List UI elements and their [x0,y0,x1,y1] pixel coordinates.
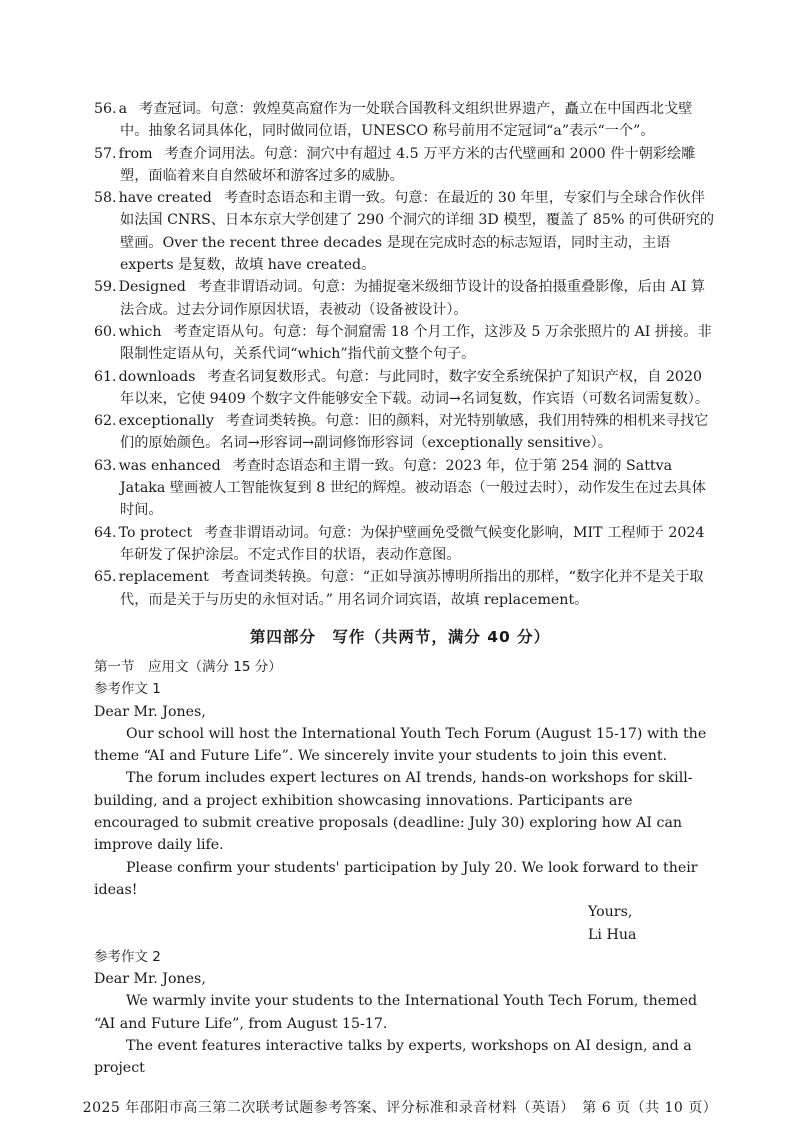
letter-greeting: Dear Mr. Jones, [94,971,206,988]
letter-paragraph: We warmly invite your students to the International Youth Tech Forum, themed “AI and Future Life”, from August 15-17. [94,993,698,1032]
answer-word: downloads [118,368,196,385]
answer-explanation: 考查名词复数形式。句意：与此同时，数字安全系统保护了知识产权，自 2020 年以来，它使 9409 个数字文件能够安全下载。动词→名词复数，作宾语（可数名词需复数）。 [120,368,710,407]
letter-paragraph: The event features interactive talks by experts, workshops on AI design, and a project [94,1038,692,1077]
essay-label: 参考作文 1 [94,681,161,698]
answer-item [94,410,716,455]
answer-number: 62. [94,413,117,430]
answer-word: exceptionally [118,413,214,430]
answer-number: 65. [94,569,117,586]
letter-signature: Li Hua [588,926,637,943]
answer-explanation: 考查非谓语动词。句意：为捕捉毫米级细节设计的设备拍摄重叠影像，后由 AI 算法合成。过去分词作原因状语，表被动（设备被设计）。 [120,279,706,318]
answer-number: 56. [94,101,117,117]
page-footer: 2025 年邵阳市高三第二次联考试题参考答案、评分标准和录音材料（英语） 第 6 页（共 10 页） [82,1100,718,1116]
answer-item [94,566,716,611]
answer-explanation: 考查词类转换。句意：“正如导演苏博明所指出的那样，“数字化并不是关于取代，而是关于与历史的永恒对话。” 用名词介词宾语，故填 replacement。 [120,569,704,608]
answer-word: was enhanced [118,457,221,474]
answer-explanation: 考查时态语态和主谓一致。句意：2023 年，位于第 254 洞的 Sattva Jataka 壁画被人工智能恢复到 8 世纪的辉煌。被动语态（一般过去时），动作发生在过去具体时间。 [120,457,706,519]
answer-item [94,98,716,143]
answer-word: Designed [118,279,186,296]
answer-explanation: 考查介词用法。句意：洞穴中有超过 4.5 万平方米的古代壁画和 2000 件十朝彩绘雕塑，面临着来自自然破坏和游客过多的威胁。 [120,145,696,184]
answer-number: 59. [94,279,117,296]
answer-number: 64. [94,524,117,541]
answer-word: which [118,323,162,340]
answer-word: have created [118,190,212,207]
letter-paragraph: The forum includes expert lectures on AI trends, hands-on workshops for skill-building, and a project exhibition showcasing innovations. Participants are encouraged to submit creative proposals (deadline: July 30) exploring how AI can improve daily life. [94,770,693,854]
letter-closing: Yours, [588,904,633,921]
answer-number: 63. [94,457,117,474]
answer-number: 58. [94,190,117,207]
answer-number: 57. [94,145,117,162]
answer-item [94,321,716,366]
section-title: 第四部分 写作（共两节，满分 40 分） [249,628,551,646]
answer-item [94,276,716,321]
answer-explanation: 考查定语从句。句意：每个洞窟需 18 个月工作，这涉及 5 万余张照片的 AI 拼接。非限制性定语从句，关系代词“which”指代前文整个句子。 [120,323,712,363]
answer-item [94,143,716,188]
answer-number: 61. [94,368,117,385]
letter-paragraph: Our school will host the International Youth Tech Forum (August 15-17) with the theme “AI and Future Life”. We sincerely invite your students to join this event. [94,725,707,765]
answer-explanation: 考查冠词。句意：敦煌莫高窟作为一处联合国教科文组织世界遗产，矗立在中国西北戈壁中。抽象名词具体化，同时做同位语，UNESCO 称号前用不定冠词“a”表示“一个”。 [120,101,693,140]
letter-paragraph: Please confirm your students' participation by July 20. We look forward to their ideas! [94,859,698,898]
subsection-heading: 第一节 应用文（满分 15 分） [94,659,282,675]
answer-item [94,187,716,276]
answer-number: 60. [94,323,117,340]
answer-item [94,455,716,522]
answer-word: To protect [118,524,193,541]
writing-section [94,656,716,1080]
answer-explanation: 考查词类转换。句意：旧的颜料，对光特别敏感，我们用特殊的相机来寻找它们的原始颜色。名词→形容词→副词修饰形容词（exceptionally sensitive）。 [120,413,709,452]
answer-word: replacement [118,569,209,586]
answer-item [94,366,716,411]
answer-explanation: 考查非谓语动词。句意：为保护壁画免受微气候变化影响，MIT 工程师于 2024 年研发了保护涂层。不定式作目的状语，表动作意图。 [120,524,705,563]
essay-label: 参考作文 2 [94,948,161,965]
answer-explanation: 考查时态语态和主谓一致。句意：在最近的 30 年里，专家们与全球合作伙伴如法国 CNRS、日本东京大学创建了 290 个洞穴的详细 3D 模型，覆盖了 85% 的可供研究的壁画。Over the recent three decades 是现在完成时态的标志短语，同时主动，主语 experts 是复数，故填 have created。 [120,190,715,274]
answer-word: from [118,145,153,162]
answer-word: a [118,101,128,117]
answer-list [94,98,716,611]
letter-greeting: Dear Mr. Jones, [94,703,206,720]
answer-item [94,522,716,567]
